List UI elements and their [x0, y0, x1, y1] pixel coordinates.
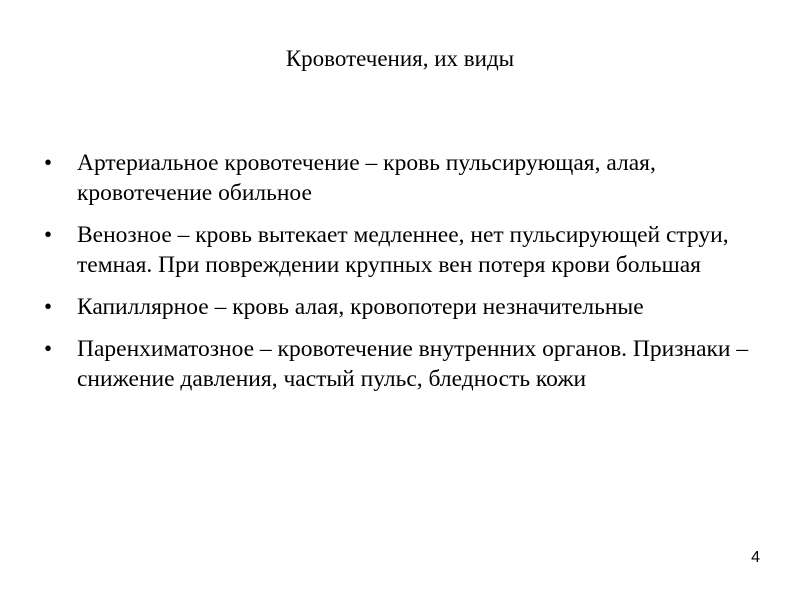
bullet-text: Капиллярное – кровь алая, кровопотери незначительные: [77, 294, 644, 320]
bullet-dot-icon: •: [44, 222, 53, 247]
bullet-item-venous: [44, 220, 754, 280]
bullet-list: [44, 148, 754, 406]
bullet-item-parenchymal: [44, 334, 754, 394]
bullet-text: Артериальное кровотечение – кровь пульсирующая, алая, кровотечение обильное: [77, 150, 656, 206]
bullet-dot-icon: •: [44, 150, 53, 175]
bullet-item-capillary: [44, 292, 754, 322]
bullet-dot-icon: •: [44, 294, 53, 319]
bullet-text: Паренхиматозное – кровотечение внутренних органов. Признаки – снижение давления, частый пульс, бледность кожи: [77, 336, 749, 392]
page-number: 4: [751, 549, 760, 566]
bullet-text: Венозное – кровь вытекает медленнее, нет пульсирующей струи, темная. При повреждении крупных вен потеря крови большая: [77, 222, 729, 278]
slide-title: Кровотечения, их виды: [285, 46, 515, 71]
bullet-item-arterial: [44, 148, 754, 208]
bullet-dot-icon: •: [44, 336, 53, 361]
